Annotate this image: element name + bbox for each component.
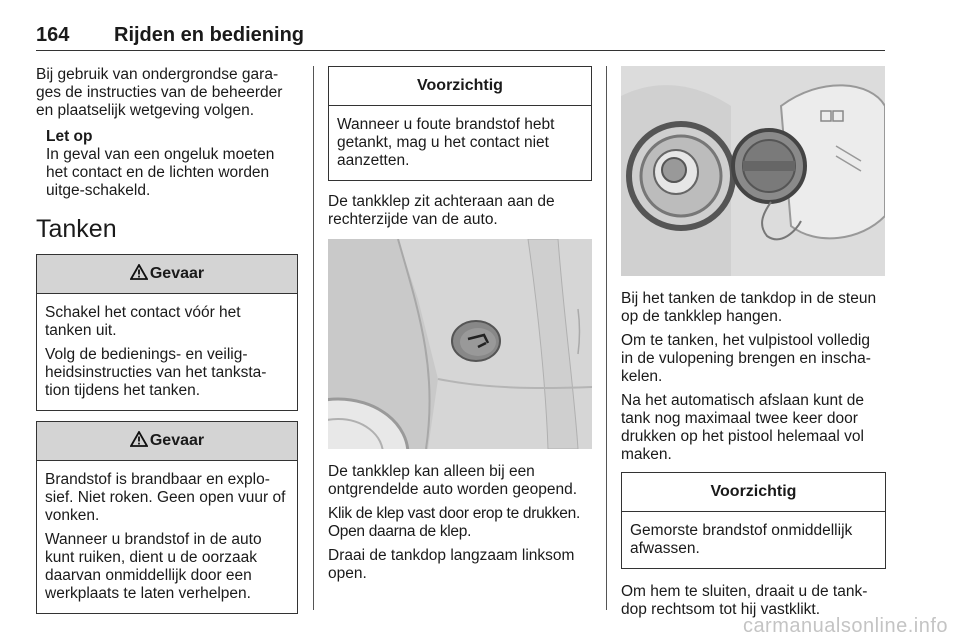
danger-box-2 (36, 421, 298, 614)
caution-box-header (329, 67, 591, 106)
caution-box-body (622, 512, 885, 568)
note-text: In geval van een ongeluk moeten het contact en de lichten worden uitge-schakeld. (46, 146, 275, 199)
column-divider (313, 66, 314, 610)
warning-triangle-icon (130, 264, 148, 285)
danger-text: Schakel het contact vóór het tanken uit. (45, 304, 241, 339)
caution-box (328, 66, 592, 181)
page-number: 164 (36, 24, 70, 46)
fuel-cap-illustration (621, 66, 885, 276)
watermark: carmanualsonline.info (742, 615, 948, 637)
danger-box-header (37, 422, 297, 461)
caution-box-body (329, 106, 591, 180)
caution-text: Wanneer u foute brandstof hebt getankt, mag u het contact niet aanzetten. (337, 116, 555, 169)
danger-box-1 (36, 254, 298, 411)
caution-box-title: Voorzichtig (417, 77, 503, 94)
danger-text: Wanneer u brandstof in de auto kunt ruiken, dient u de oorzaak daarvan onmiddellijk door een werkplaats te laten verhelpen. (45, 531, 262, 602)
caution-box-title: Voorzichtig (710, 483, 797, 500)
danger-text: Brandstof is brandbaar en explo-sief. Niet roken. Geen open vuur of vonken. (45, 471, 286, 524)
body-paragraph: De tankklep zit achteraan aan de rechterzijde van de auto. (328, 193, 555, 228)
note-block (36, 128, 298, 200)
column-middle (328, 66, 592, 589)
body-paragraph: Klik de klep vast door erop te drukken. Open daarna de klep. (328, 505, 580, 540)
body-paragraph: Bij het tanken de tankdop in de steun op de tankklep hangen. (621, 290, 877, 325)
note-label: Let op (46, 128, 93, 145)
body-paragraph: Na het automatisch afslaan kunt de tank nog maximaal twee keer door drukken op het pistool helemaal vol maken. (621, 392, 864, 463)
caution-text: Gemorste brandstof onmiddellijk afwassen. (630, 522, 853, 557)
danger-box-header (37, 255, 297, 294)
section-title: Tanken (36, 215, 117, 243)
column-left (36, 66, 298, 624)
body-paragraph: Om te tanken, het vulpistool volledig in de vulopening brengen en inscha-kelen. (621, 332, 871, 385)
intro-paragraph: Bij gebruik van ondergrondse gara-ges de instructies van de beheerder en plaatselijk wetgeving volgen. (36, 66, 283, 119)
page-header (36, 22, 885, 51)
column-divider (606, 66, 607, 610)
danger-box-body (37, 461, 297, 613)
danger-box-title: Gevaar (149, 432, 205, 449)
caution-box (621, 472, 886, 569)
column-right (621, 66, 886, 625)
chapter-title: Rijden en bediening (114, 24, 305, 46)
body-paragraph: Draai de tankdop langzaam linksom open. (328, 547, 575, 582)
danger-text: Volg de bedienings- en veilig-heidsinstructies van het tanksta-tion tijdens het tanken. (45, 346, 267, 399)
body-paragraph: De tankklep kan alleen bij een ontgrendelde auto worden geopend. (328, 463, 578, 498)
danger-box-title: Gevaar (149, 265, 205, 282)
caution-box-header (622, 473, 885, 512)
fuel-flap-illustration (328, 239, 592, 449)
body-paragraph: Om hem te sluiten, draait u de tank-dop rechtsom tot hij vastklikt. (621, 583, 868, 618)
warning-triangle-icon (130, 431, 148, 452)
danger-box-body (37, 294, 297, 410)
